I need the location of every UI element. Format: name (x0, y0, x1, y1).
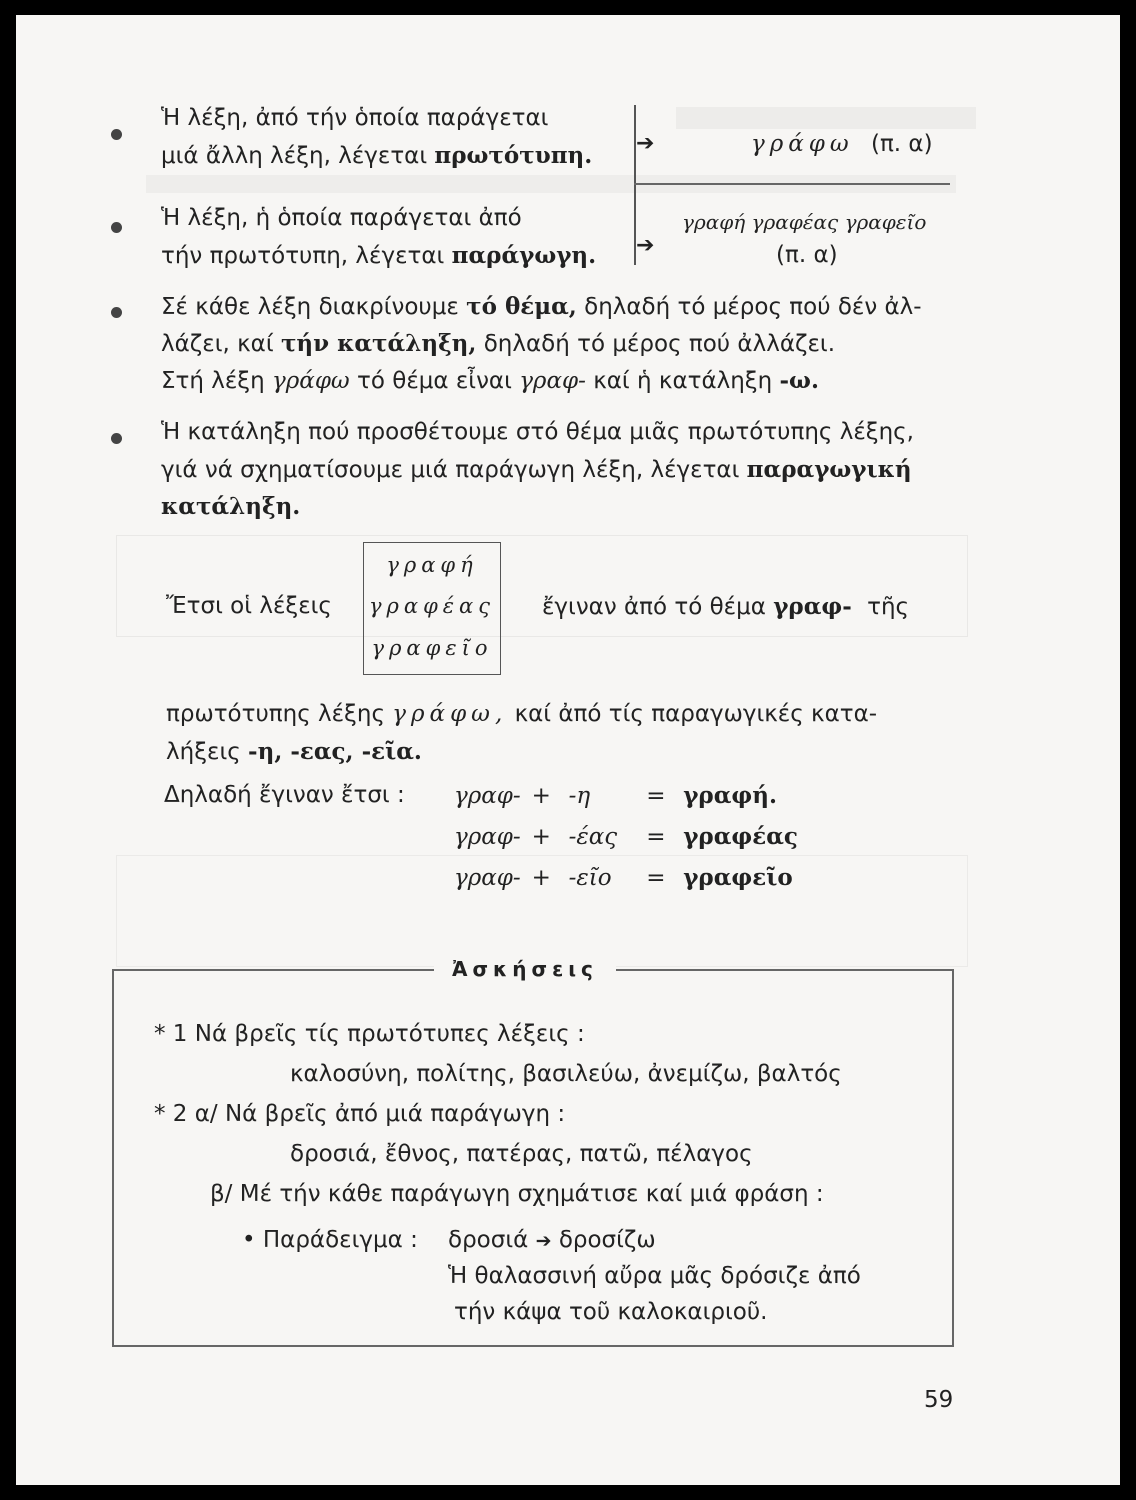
definition-1-line-1: Ἡ λέξη, ἀπό τήν ὁποία παράγεται (161, 105, 549, 131)
definition-1-example (751, 131, 933, 157)
exercise-2a: * 2 α/ Νά βρεῖς ἀπό μιά παράγωγη : (154, 1101, 566, 1127)
bullet-icon (111, 433, 122, 444)
term-theme: τό θέμα, (466, 293, 577, 320)
exercise-2a-words: δροσιά, ἔθνος, πατέρας, πατῶ, πέλαγος (290, 1141, 753, 1167)
term-prototype: πρωτότυπη. (434, 142, 593, 169)
equation-plus: + (531, 783, 551, 809)
derivation-text: καί ἀπό τίς παραγωγικές κατα- (514, 701, 878, 727)
derived-words-box (363, 542, 501, 675)
theme-text: δηλαδή τό μέρος πού δέν ἀλ- (584, 294, 922, 320)
exercises-title: Ἀσκήσεις (434, 957, 616, 981)
equation-equals: = (646, 783, 666, 809)
equation-plus: + (531, 824, 551, 850)
bleed-through-text (676, 107, 976, 129)
stem-graf-bold: γραφ- (773, 593, 852, 620)
example-label: • Παράδειγμα : (242, 1227, 418, 1253)
theme-text: καί ἡ κατάληξη (593, 368, 773, 394)
boxed-word: γραφή (386, 553, 478, 577)
theme-text: τό θέμα εἶναι (357, 368, 512, 394)
equation-stem: γραφ- (454, 865, 521, 891)
exercise-1-words: καλοσύνη, πολίτης, βασιλεύω, ἀνεμίζω, βαλτός (290, 1061, 842, 1087)
table-horizontal-divider (634, 183, 950, 185)
equation-stem: γραφ- (454, 824, 521, 850)
equation-stem: γραφ- (454, 783, 521, 809)
example-base-word: δροσιά (448, 1227, 529, 1253)
stem-graf: γραφ- (519, 368, 586, 394)
equation-plus: + (531, 865, 551, 891)
theme-text: λάζει, καί (161, 331, 274, 357)
theme-text: δηλαδή τό μέρος πού ἀλλάζει. (483, 331, 836, 357)
equation-row (454, 782, 777, 809)
theme-line-2 (161, 330, 835, 357)
ending-o: -ω. (779, 367, 819, 394)
arrow-right-icon: ➔ (636, 233, 655, 258)
example-sentence-line-1: Ἡ θαλασσινή αὔρα μᾶς δρόσιζε ἀπό (448, 1263, 861, 1289)
textbook-page (16, 15, 1120, 1485)
derivation-intro: Ἔτσι οἱ λέξεις (166, 593, 332, 619)
ending-line-3: κατάληξη. (161, 493, 301, 520)
definition-2-reference: (π. α) (776, 242, 838, 268)
derivation-text: τῆς (867, 594, 910, 620)
example-word-grafo: γράφω, (392, 701, 508, 727)
derivation-text: λήξεις (166, 739, 241, 765)
definition-2-line-1: Ἡ λέξη, ἡ ὁποία παράγεται ἀπό (161, 205, 522, 231)
example-word-grafo: γράφω (272, 368, 350, 394)
ending-line-1: Ἡ κατάληξη πού προσθέτουμε στό θέμα μιᾶς πρωτότυπης λέξης, (161, 419, 914, 445)
boxed-word: γραφεῖο (371, 636, 493, 660)
exercises-box (112, 957, 954, 1347)
equation-equals: = (646, 865, 666, 891)
theme-text: Στή λέξη (161, 368, 265, 394)
equation-result: γραφή. (683, 782, 777, 809)
definition-2-examples: γραφή γραφέας γραφεῖο (682, 210, 927, 234)
reference-label: (π. α) (870, 131, 933, 157)
example-word-grafo: γράφω (751, 131, 854, 157)
equations-intro: Δηλαδή ἔγιναν ἔτσι : (164, 782, 405, 808)
equation-ending: -εῖο (568, 865, 612, 891)
derivation-line-1 (542, 593, 909, 620)
definition-1-text: μιά ἄλλη λέξη, λέγεται (161, 143, 428, 169)
term-ending: τήν κατάληξη, (280, 330, 477, 357)
exercise-1: * 1 Νά βρεῖς τίς πρωτότυπες λέξεις : (154, 1021, 585, 1047)
equation-result: γραφέας (683, 823, 798, 850)
example-derived-word: δροσίζω (558, 1227, 656, 1253)
theme-line-3 (161, 367, 819, 394)
definition-2-line-2 (161, 242, 596, 269)
bullet-icon (111, 129, 122, 140)
arrow-right-icon: ➔ (535, 1230, 552, 1252)
equation-ending: -η (568, 783, 591, 809)
derivation-line-3 (166, 738, 422, 765)
theme-text: Σέ κάθε λέξη διακρίνουμε (161, 294, 459, 320)
example-sentence-line-2: τήν κάψα τοῦ καλοκαιριοῦ. (454, 1299, 768, 1325)
derivation-line-2 (166, 701, 877, 727)
equation-row (454, 864, 793, 891)
bullet-icon (111, 222, 122, 233)
exercise-2b: β/ Μέ τήν κάθε παράγωγη σχημάτισε καί μιά φράση : (210, 1181, 824, 1207)
page-number: 59 (924, 1387, 954, 1413)
bleed-through-text (116, 535, 968, 637)
term-derivational: παραγωγική (746, 456, 912, 483)
derivation-text: ἔγιναν ἀπό τό θέμα (542, 594, 766, 620)
boxed-word: γραφέας (369, 594, 495, 618)
ending-line-2 (161, 456, 912, 483)
bullet-icon (111, 307, 122, 318)
ending-text: γιά νά σχηματίσουμε μιά παράγωγη λέξη, λέγεται (161, 457, 740, 483)
arrow-right-icon: ➔ (636, 131, 655, 156)
term-derivative: παράγωγη. (451, 242, 597, 269)
equation-ending: -έας (568, 824, 618, 850)
theme-line-1 (161, 293, 922, 320)
definition-2-text: τήν πρωτότυπη, λέγεται (161, 243, 445, 269)
example-derivation (448, 1227, 656, 1253)
derivation-text: πρωτότυπης λέξης (166, 701, 385, 727)
equation-row (454, 823, 798, 850)
equation-result: γραφεῖο (683, 864, 793, 891)
equation-equals: = (646, 824, 666, 850)
derivation-endings: -η, -εας, -εῖα. (248, 738, 422, 765)
definition-1-line-2 (161, 142, 592, 169)
